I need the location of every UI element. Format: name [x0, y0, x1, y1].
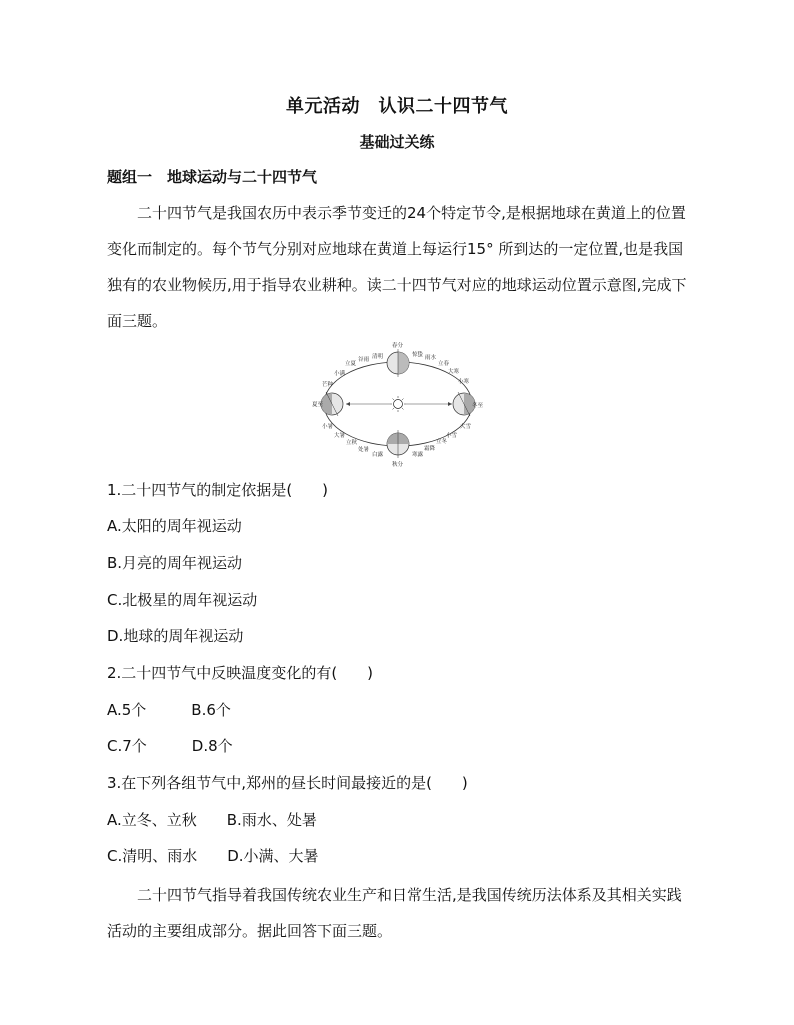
term-label: 立秋: [346, 440, 358, 446]
term-label: 处暑: [358, 447, 370, 453]
term-label: 小雪: [446, 433, 458, 439]
intro-paragraph: 二十四节气是我国农历中表示季节变迁的24个特定节令,是根据地球在黄道上的位置变化而制定的。每个节气分别对应地球在黄道上每运行15° 所到达的一定位置,也是我国独有的农业物候历,用于指导农业耕种。读二十四节气对应的地球运动位置示意图,完成下面三题。: [107, 204, 687, 330]
term-label: 小暑: [322, 424, 334, 430]
label-left: 夏至: [312, 402, 324, 408]
earth-orbit-diagram: [312, 338, 484, 468]
term-label: 芒种: [322, 382, 334, 388]
earth-top-icon: [387, 349, 409, 377]
term-label: 寒露: [412, 452, 424, 458]
term-label: 立夏: [345, 361, 357, 367]
term-label: 小满: [334, 371, 346, 377]
term-label: 白露: [372, 452, 384, 458]
term-label: 大暑: [334, 433, 346, 439]
question-2-options-row-2: C.7个 D.8个: [107, 737, 233, 755]
question-3-options-row-2: C.清明、雨水 D.小满、大暑: [107, 847, 319, 865]
term-label: 清明: [372, 354, 384, 360]
sun-icon: [390, 396, 406, 412]
label-right: 冬至: [472, 403, 484, 409]
question-2-options-row-1: A.5个 B.6个: [107, 701, 231, 719]
section-subtitle: 基础过关练: [359, 133, 435, 151]
arrowhead-right: [448, 402, 452, 406]
arrowhead-left: [346, 402, 350, 406]
earth-left-icon: [321, 392, 343, 416]
question-2-stem: 2.二十四节气中反映温度变化的有( ): [107, 664, 374, 682]
term-label: 大寒: [448, 369, 460, 375]
question-1-stem: 1.二十四节气的制定依据是( ): [107, 481, 329, 499]
group-heading: 题组一 地球运动与二十四节气: [107, 168, 318, 186]
closing-paragraph: 二十四节气指导着我国传统农业生产和日常生活,是我国传统历法体系及其相关实践活动的主要组成部分。据此回答下面三题。: [107, 886, 682, 940]
term-label: 立冬: [436, 439, 448, 445]
term-label: 雨水: [425, 355, 437, 361]
question-1-option-c: C.北极星的周年视运动: [107, 591, 258, 609]
question-3-stem: 3.在下列各组节气中,郑州的昼长时间最接近的是( ): [107, 774, 468, 792]
term-label: 立春: [438, 361, 450, 367]
term-label: 小寒: [458, 379, 470, 385]
question-1-option-d: D.地球的周年视运动: [107, 627, 244, 645]
question-3-options-row-1: A.立冬、立秋 B.雨水、处暑: [107, 811, 317, 829]
orbit-svg: [312, 338, 484, 468]
term-label: 大雪: [460, 424, 472, 430]
earth-bottom-icon: [387, 430, 409, 458]
label-top: 春分: [392, 343, 404, 349]
question-1-option-a: A.太阳的周年视运动: [107, 517, 242, 535]
term-label: 惊蛰: [412, 352, 424, 358]
term-label: 霜降: [424, 446, 436, 452]
question-1-option-b: B.月亮的周年视运动: [107, 554, 243, 572]
term-label: 谷雨: [358, 357, 370, 363]
page-title: 单元活动 认识二十四节气: [286, 96, 508, 117]
label-bottom: 秋分: [392, 462, 404, 468]
